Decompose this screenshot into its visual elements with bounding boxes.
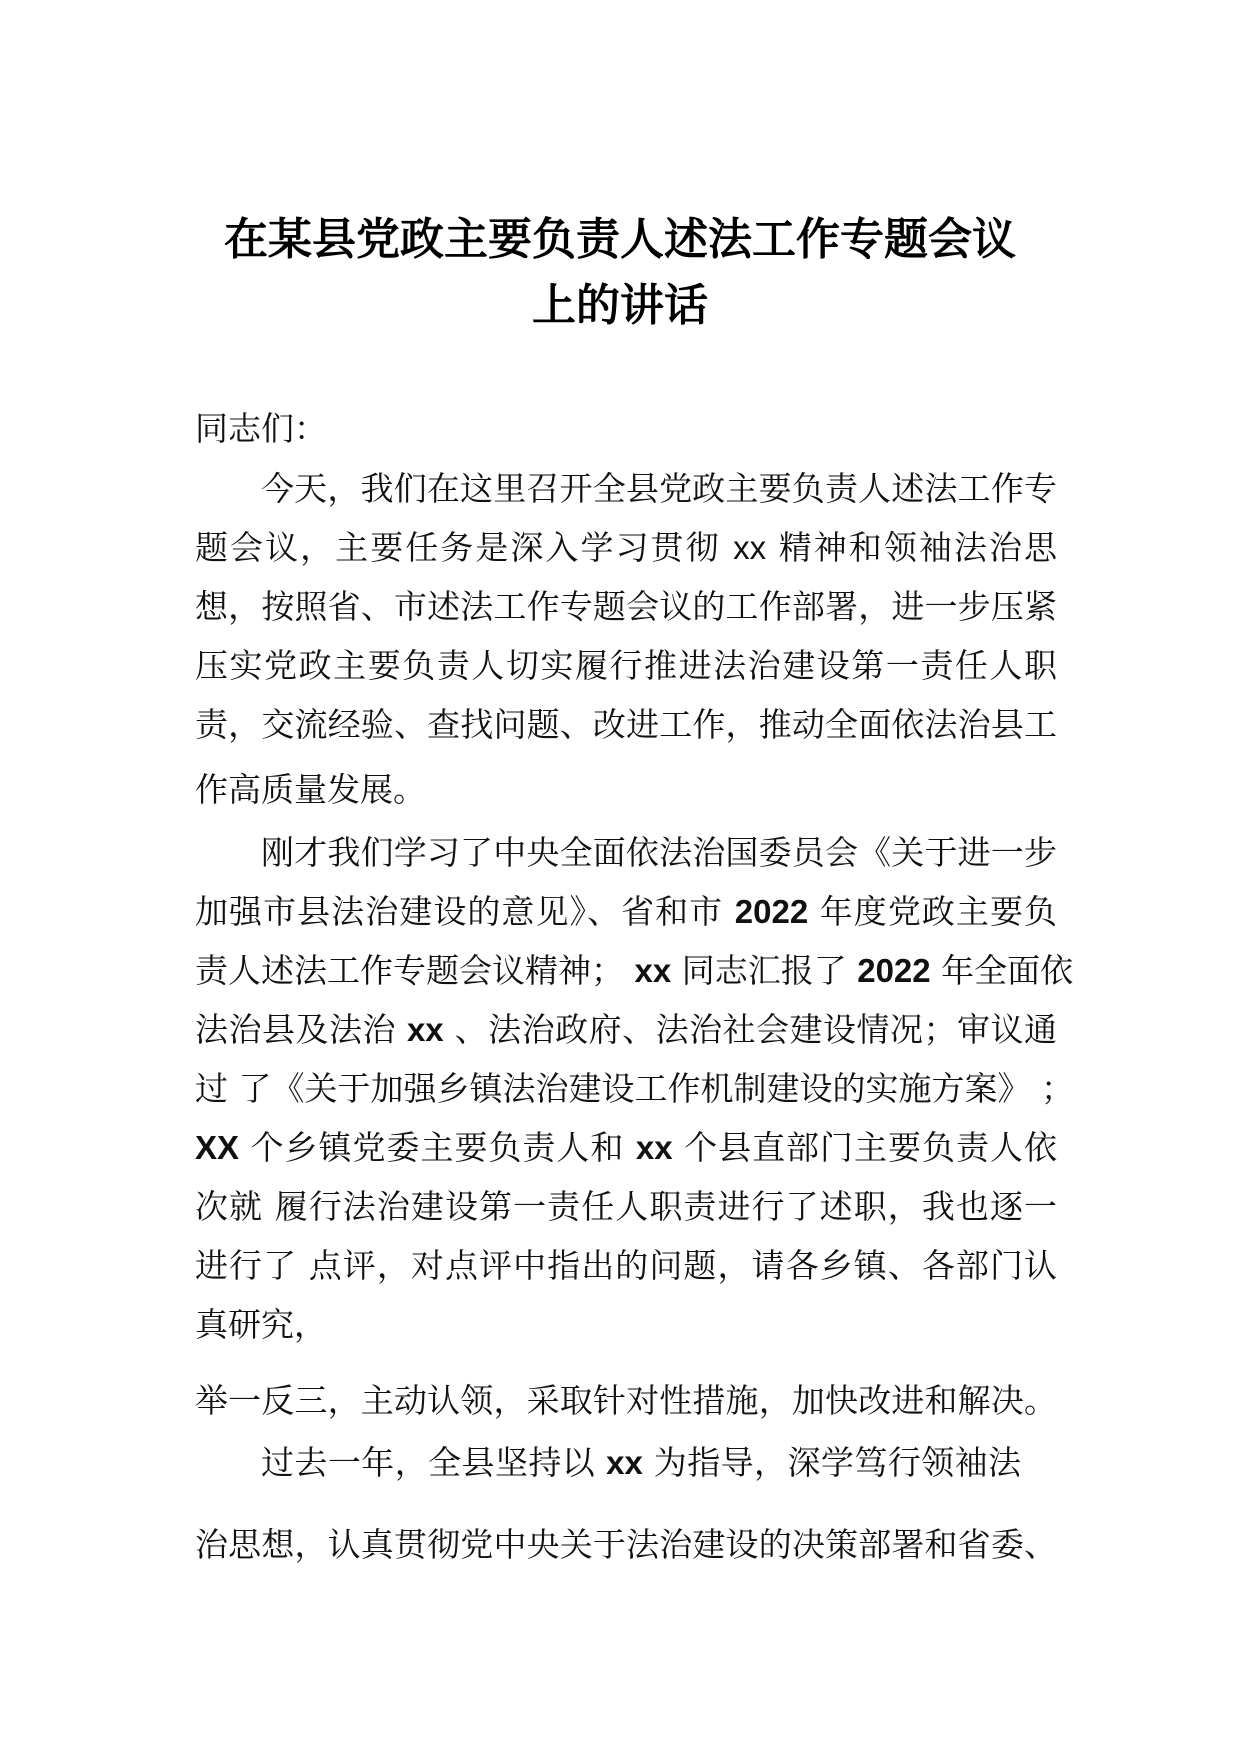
text-segment: 个乡镇党委主要负责人和 <box>250 1128 625 1167</box>
text-segment: 精神和领袖法治思 <box>778 528 1058 567</box>
text-segment: 同志汇报了 <box>681 951 847 990</box>
year-2022: 2022 <box>857 952 931 989</box>
paragraph-2-line-8 <box>195 1246 1058 1285</box>
placeholder-xx: xx <box>406 1011 444 1048</box>
placeholder-xx: xx <box>606 1444 643 1481</box>
text-segment: 、法治政府、法治社会建设情况；审议通 <box>454 1010 1057 1049</box>
text-segment: 加强市县法治建设的意见》、省和市 <box>195 892 724 931</box>
placeholder-xx: xx <box>635 1129 673 1166</box>
text-segment: 点评，对点评中指出的问题，请各乡镇、各部门认 <box>308 1246 1058 1285</box>
paragraph-2-line-3 <box>195 951 1074 990</box>
year-2022: 2022 <box>734 893 809 930</box>
text-segment: ； <box>1041 1069 1074 1108</box>
paragraph-3-line-1 <box>261 1443 1021 1482</box>
text-segment: 责人述法工作专题会议精神； <box>195 951 624 990</box>
paragraph-3-line-2: 治思想，认真贯彻党中央关于法治建设的决策部署和省委、 <box>195 1525 1057 1564</box>
paragraph-2-line-9: 真研究， <box>195 1305 327 1344</box>
paragraph-2-line-5 <box>195 1069 1074 1108</box>
placeholder-xx: xx <box>634 952 672 989</box>
placeholder-xx: xx <box>733 529 767 566</box>
text-segment: 个县直部门主要负责人依 <box>684 1128 1057 1167</box>
paragraph-1-line-3: 想，按照省、市述法工作专题会议的工作部署，进一步压紧 <box>195 587 1057 626</box>
text-segment: 了《关于加强乡镇法治建设工作机制建设的实施方案》 <box>238 1069 1031 1108</box>
text-segment: 进行了 <box>195 1246 298 1285</box>
text-segment: 次就 <box>195 1187 264 1226</box>
paragraph-2-line-6 <box>195 1128 1057 1167</box>
salutation: 同志们： <box>195 409 327 448</box>
paragraph-2-line-2 <box>195 892 1058 931</box>
text-segment: 法治县及法治 <box>195 1010 396 1049</box>
paragraph-1-line-4: 压实党政主要负责人切实履行推进法治建设第一责任人职 <box>195 646 1057 685</box>
paragraph-1-line-5: 责，交流经验、查找问题、改进工作，推动全面依法治县工 <box>195 705 1057 744</box>
document-title-line-1: 在某县党政主要负责人述法工作专题会议 <box>224 214 1016 265</box>
paragraph-2-line-4 <box>195 1010 1057 1049</box>
text-segment: 过 <box>195 1069 228 1108</box>
placeholder-XX: XX <box>195 1129 240 1166</box>
text-segment: 履行法治建设第一责任人职责进行了述职，我也逐一 <box>274 1187 1058 1226</box>
text-segment: 题会议，主要任务是深入学习贯彻 <box>195 528 721 567</box>
text-segment: 年全面依 <box>941 951 1074 990</box>
paragraph-1-line-6: 作高质量发展。 <box>195 770 426 809</box>
paragraph-2-line-7 <box>195 1187 1058 1226</box>
paragraph-1-line-2 <box>195 528 1058 567</box>
text-segment: 过去一年，全县坚持以 <box>261 1443 596 1482</box>
text-segment: 年度党政主要负 <box>819 892 1058 931</box>
text-segment: 为指导，深学笃行领袖法 <box>653 1443 1021 1482</box>
document-title-line-2: 上的讲话 <box>532 280 708 331</box>
paragraph-2-line-1: 刚才我们学习了中央全面依法治国委员会《关于进一步 <box>261 833 1057 872</box>
paragraph-1-line-1: 今天，我们在这里召开全县党政主要负责人述法工作专 <box>261 469 1057 508</box>
paragraph-2-line-10: 举一反三，主动认领，采取针对性措施，加快改进和解决。 <box>195 1381 1057 1420</box>
